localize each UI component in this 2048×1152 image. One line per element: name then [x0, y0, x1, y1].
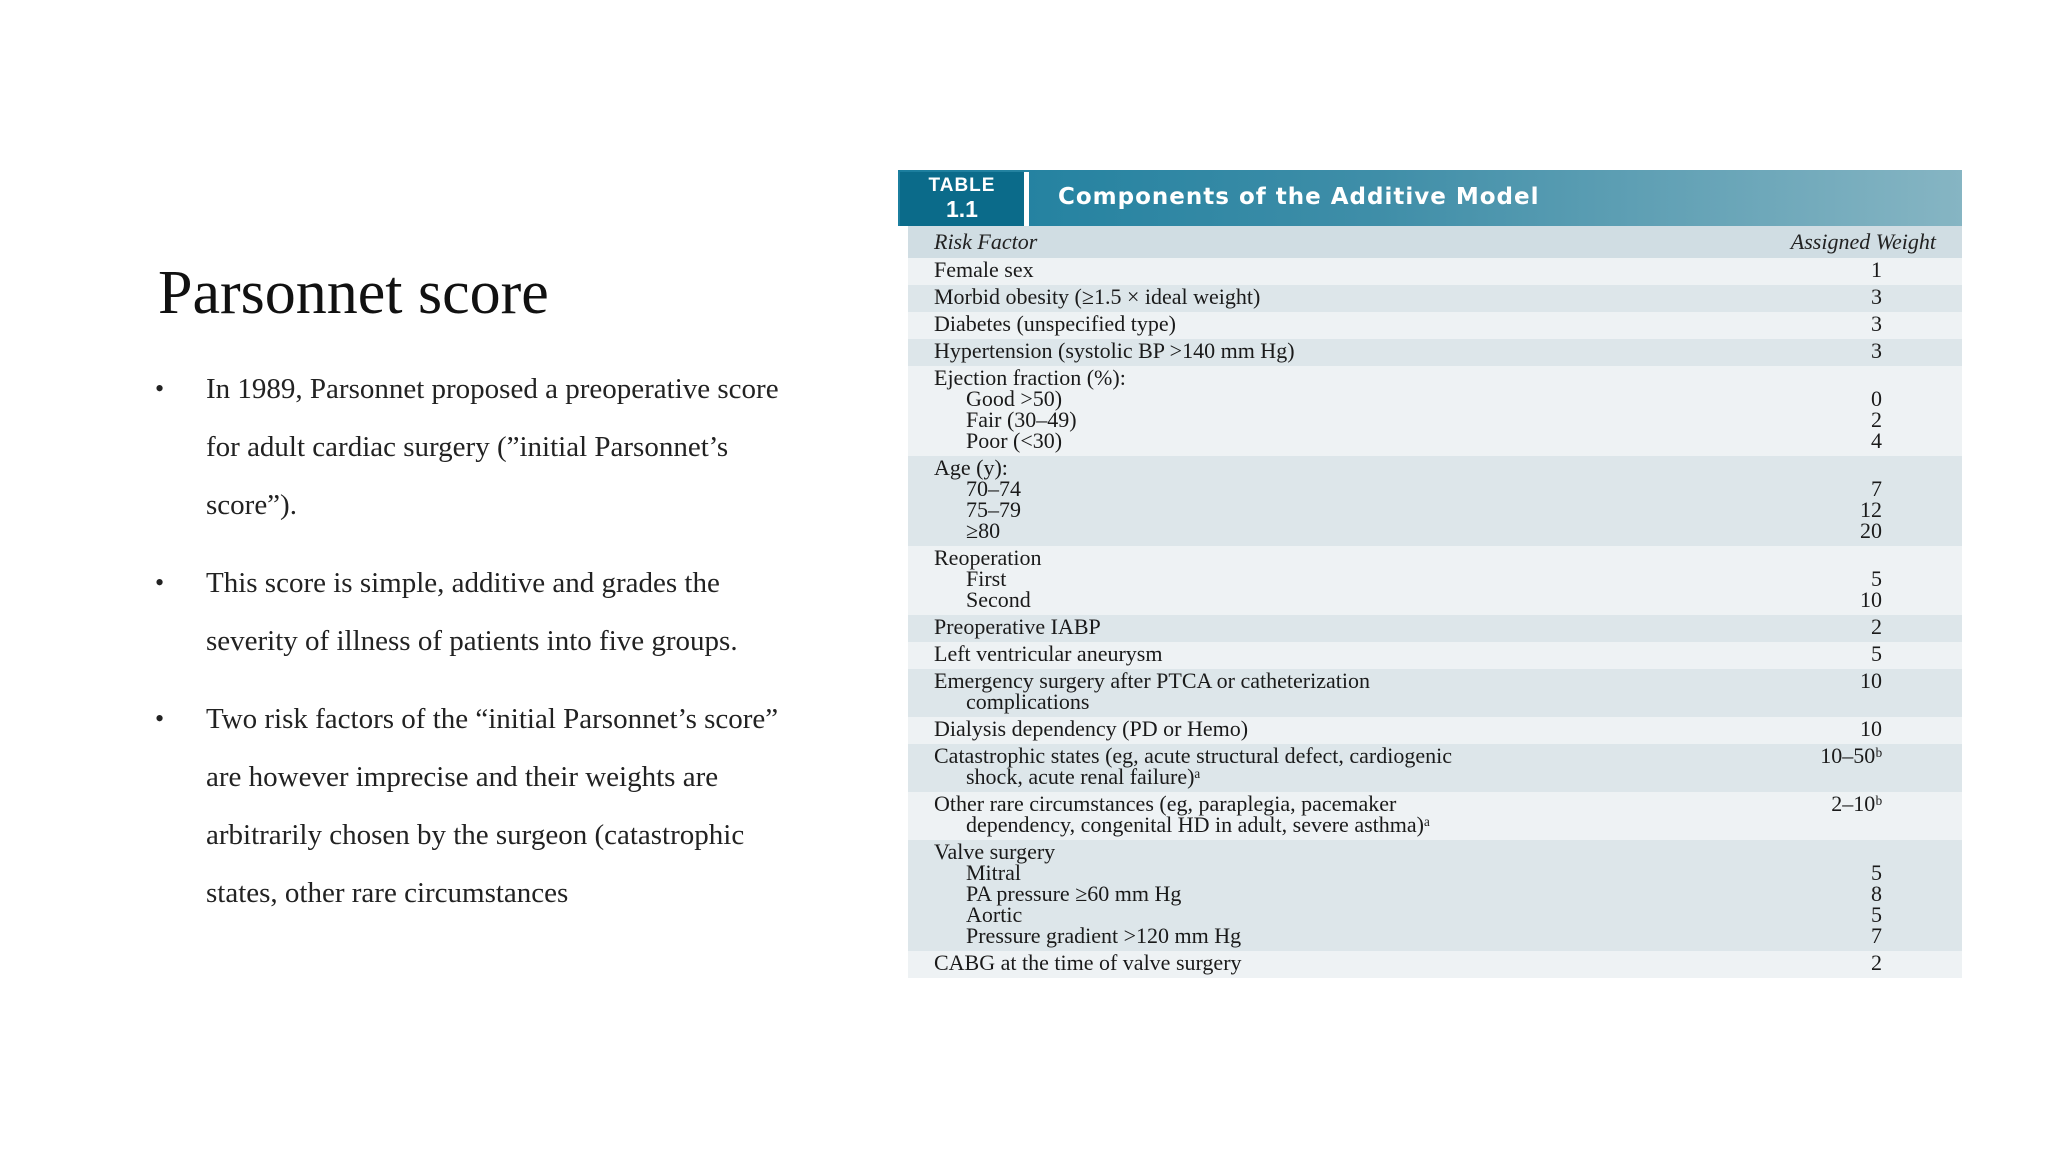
bullet-text: In 1989, Parsonnet proposed a preoperative score for adult cardiac surgery (”initial Parsonnet’s score”). [206, 373, 779, 521]
risk-factor-table [898, 170, 1962, 996]
risk-factor-sub-label: Good >50) [966, 386, 1063, 411]
risk-factor-label: Morbid obesity (≥1.5 × ideal weight) [934, 284, 1261, 309]
risk-factor-cell [934, 841, 1241, 946]
risk-factor-sub-label: shock, acute renal failure)ᵃ [966, 764, 1201, 789]
risk-factor-sub-label: 70–74 [966, 476, 1021, 501]
risk-factor-sub-label: dependency, congenital HD in adult, severe asthma)ᵃ [966, 812, 1430, 837]
assigned-weight-value: 3 [1871, 338, 1882, 363]
table-row [908, 792, 1962, 840]
risk-factor-label: Diabetes (unspecified type) [934, 311, 1176, 336]
table-header-bar [898, 170, 1962, 226]
risk-factor-cell [934, 457, 1021, 541]
assigned-weight-value: 20 [1860, 518, 1882, 543]
risk-factor-cell [934, 670, 1370, 712]
assigned-weight-value: 10 [1860, 587, 1882, 612]
assigned-weight-value: 7 [1871, 476, 1882, 501]
assigned-weight-value: 3 [1871, 311, 1882, 336]
column-header-risk-factor: Risk Factor [934, 229, 1038, 254]
assigned-weight-value: 5 [1871, 860, 1882, 885]
risk-factor-sub-label: PA pressure ≥60 mm Hg [966, 881, 1182, 906]
assigned-weight-value: 5 [1871, 566, 1882, 591]
risk-factor-sub-label: Second [966, 587, 1031, 612]
column-header-assigned-weight: Assigned Weight [1790, 229, 1936, 254]
badge-number: 1.1 [946, 196, 978, 222]
assigned-weight-value: 5 [1871, 902, 1882, 927]
risk-factor-cell [934, 313, 1176, 334]
assigned-weight-cell [1762, 616, 1882, 637]
risk-factor-label: Hypertension (systolic BP >140 mm Hg) [934, 338, 1295, 363]
table-row [908, 615, 1962, 642]
table-body [908, 258, 1962, 978]
table-row [908, 366, 1962, 456]
assigned-weight-cell [1762, 286, 1882, 307]
risk-factor-label: Reoperation [934, 545, 1042, 570]
assigned-weight-cell [1762, 643, 1882, 664]
assigned-weight-value: 2 [1871, 950, 1882, 975]
risk-factor-cell [934, 952, 1242, 973]
assigned-weight-cell [1762, 367, 1882, 451]
risk-factor-cell [934, 643, 1162, 664]
assigned-weight-value: 10 [1860, 668, 1882, 693]
bullet-item [155, 554, 795, 670]
table-row [908, 285, 1962, 312]
risk-factor-cell [934, 793, 1430, 835]
bullet-dot-icon: • [155, 568, 165, 597]
risk-factor-cell [934, 367, 1126, 451]
bullet-text: Two risk factors of the “initial Parsonnet’s score” are however imprecise and their weights are arbitrarily chosen by the surgeon (catastrophic states, other rare circumstances [206, 703, 779, 909]
assigned-weight-value: 1 [1871, 257, 1882, 282]
assigned-weight-cell [1762, 259, 1882, 280]
bullet-list [155, 360, 795, 942]
assigned-weight-cell [1762, 952, 1882, 973]
assigned-weight-value [1762, 457, 1882, 478]
risk-factor-label: Left ventricular aneurysm [934, 641, 1163, 666]
risk-factor-cell [934, 340, 1295, 361]
badge-label: TABLE [928, 175, 996, 196]
risk-factor-cell [934, 616, 1101, 637]
assigned-weight-value: 2–10ᵇ [1831, 791, 1882, 816]
assigned-weight-value: 0 [1871, 386, 1882, 411]
risk-factor-cell [934, 259, 1034, 280]
risk-factor-sub-label: Poor (<30) [966, 428, 1063, 453]
assigned-weight-value: 4 [1871, 428, 1882, 453]
assigned-weight-value: 3 [1871, 284, 1882, 309]
risk-factor-cell [934, 745, 1452, 787]
table-row [908, 546, 1962, 615]
assigned-weight-value [1762, 547, 1882, 568]
assigned-weight-value: 2 [1871, 407, 1882, 432]
risk-factor-label: CABG at the time of valve surgery [934, 950, 1242, 975]
bullet-text: This score is simple, additive and grades the severity of illness of patients into five groups. [206, 567, 738, 657]
assigned-weight-cell [1762, 457, 1882, 541]
table-row [908, 669, 1962, 717]
risk-factor-sub-label: Fair (30–49) [966, 407, 1077, 432]
assigned-weight-cell [1762, 718, 1882, 739]
table-title: Components of the Additive Model [1058, 184, 1540, 210]
assigned-weight-value: 12 [1860, 497, 1882, 522]
table-row [908, 456, 1962, 546]
table-column-header [908, 226, 1962, 258]
assigned-weight-cell [1762, 793, 1882, 814]
assigned-weight-value [1762, 841, 1882, 862]
table-row [908, 312, 1962, 339]
table-row [908, 258, 1962, 285]
risk-factor-sub-label: complications [966, 689, 1090, 714]
assigned-weight-value [1762, 367, 1882, 388]
risk-factor-label: Other rare circumstances (eg, paraplegia, pacemaker [934, 791, 1397, 816]
table-row [908, 951, 1962, 978]
risk-factor-cell [934, 718, 1248, 739]
assigned-weight-value: 5 [1871, 641, 1882, 666]
table-row [908, 840, 1962, 951]
risk-factor-sub-label: ≥80 [966, 518, 1001, 543]
table-row [908, 642, 1962, 669]
assigned-weight-value: 10 [1860, 716, 1882, 741]
risk-factor-sub-label: Pressure gradient >120 mm Hg [966, 923, 1242, 948]
risk-factor-label: Ejection fraction (%): [934, 365, 1126, 390]
assigned-weight-cell [1762, 670, 1882, 691]
assigned-weight-cell [1762, 841, 1882, 946]
risk-factor-cell [934, 286, 1260, 307]
assigned-weight-value: 2 [1871, 614, 1882, 639]
bullet-dot-icon: • [155, 374, 165, 403]
risk-factor-label: Age (y): [934, 455, 1008, 480]
risk-factor-label: Valve surgery [934, 839, 1056, 864]
table-row [908, 744, 1962, 792]
risk-factor-label: Female sex [934, 257, 1034, 282]
risk-factor-sub-label: Mitral [966, 860, 1021, 885]
table-row [908, 717, 1962, 744]
assigned-weight-value: 8 [1871, 881, 1882, 906]
assigned-weight-value: 7 [1871, 923, 1882, 948]
table-number-badge [900, 172, 1029, 226]
risk-factor-label: Preoperative IABP [934, 614, 1101, 639]
risk-factor-label: Dialysis dependency (PD or Hemo) [934, 716, 1249, 741]
risk-factor-label: Emergency surgery after PTCA or catheterization [934, 668, 1370, 693]
assigned-weight-cell [1762, 547, 1882, 610]
assigned-weight-value: 10–50ᵇ [1820, 743, 1882, 768]
assigned-weight-cell [1762, 745, 1882, 766]
slide-title: Parsonnet score [158, 259, 549, 327]
risk-factor-sub-label: 75–79 [966, 497, 1021, 522]
bullet-item [155, 360, 795, 534]
risk-factor-sub-label: Aortic [966, 902, 1023, 927]
risk-factor-label: Catastrophic states (eg, acute structural defect, cardiogenic [934, 743, 1452, 768]
table-row [908, 339, 1962, 366]
risk-factor-cell [934, 547, 1042, 610]
bullet-dot-icon: • [155, 704, 165, 733]
assigned-weight-cell [1762, 340, 1882, 361]
risk-factor-sub-label: First [966, 566, 1007, 591]
assigned-weight-cell [1762, 313, 1882, 334]
bullet-item [155, 690, 795, 922]
